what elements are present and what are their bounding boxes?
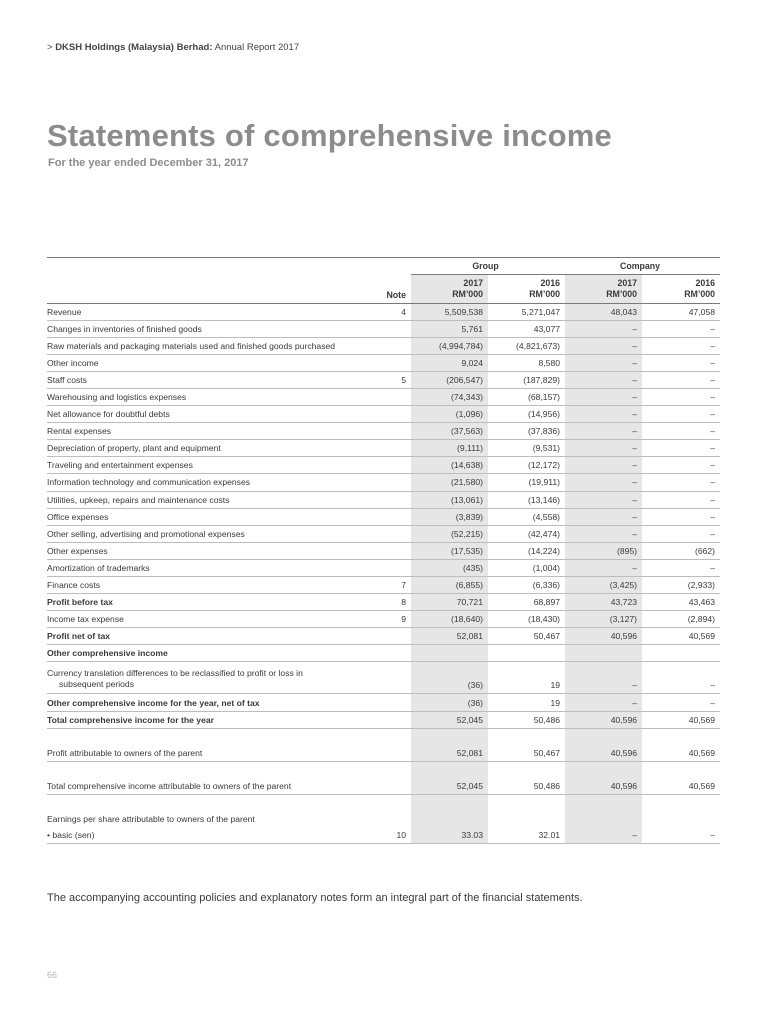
value-g2016: (12,172) bbox=[488, 457, 565, 474]
table-row bbox=[47, 778, 720, 795]
row-label: Utilities, upkeep, repairs and maintenance costs bbox=[47, 491, 360, 508]
value-c2017: (3,425) bbox=[565, 577, 642, 594]
value-c2016: 43,463 bbox=[642, 594, 720, 611]
value-g2017: 52,081 bbox=[411, 745, 488, 762]
value-g2016: (1,004) bbox=[488, 559, 565, 576]
value-g2017: 33.03 bbox=[411, 827, 488, 844]
row-note bbox=[360, 337, 411, 354]
note-header: Note bbox=[360, 275, 411, 304]
value-c2017: (895) bbox=[565, 542, 642, 559]
value-c2016: 40,569 bbox=[642, 628, 720, 645]
value-g2016: (14,224) bbox=[488, 542, 565, 559]
row-label: Rental expenses bbox=[47, 423, 360, 440]
row-note bbox=[360, 440, 411, 457]
value-c2017: – bbox=[565, 406, 642, 423]
row-label: Warehousing and logistics expenses bbox=[47, 388, 360, 405]
row-note bbox=[360, 354, 411, 371]
row-note: 7 bbox=[360, 577, 411, 594]
row-label: Other income bbox=[47, 354, 360, 371]
row-label: Profit before tax bbox=[47, 594, 360, 611]
value-g2017: (36) bbox=[411, 694, 488, 711]
value-c2016: – bbox=[642, 388, 720, 405]
value-g2016: 50,486 bbox=[488, 778, 565, 795]
row-label: Other expenses bbox=[47, 542, 360, 559]
row-note bbox=[360, 525, 411, 542]
row-note bbox=[360, 645, 411, 662]
value-g2017: 9,024 bbox=[411, 354, 488, 371]
value-g2017: (17,535) bbox=[411, 542, 488, 559]
running-header bbox=[47, 42, 299, 53]
value-c2016: – bbox=[642, 371, 720, 388]
value-g2016: 50,467 bbox=[488, 628, 565, 645]
value-c2017: – bbox=[565, 491, 642, 508]
col-header-group-2016: 2016 RM’000 bbox=[488, 275, 565, 304]
table-row bbox=[47, 406, 720, 423]
row-label: Profit attributable to owners of the parent bbox=[47, 745, 360, 762]
row-note bbox=[360, 811, 411, 827]
value-c2016: (662) bbox=[642, 542, 720, 559]
row-note bbox=[360, 778, 411, 795]
value-c2017 bbox=[565, 811, 642, 827]
table-row bbox=[47, 811, 720, 827]
page-number: 66 bbox=[47, 970, 58, 980]
value-g2016: 19 bbox=[488, 694, 565, 711]
table-row bbox=[47, 711, 720, 728]
value-g2017: (13,061) bbox=[411, 491, 488, 508]
value-c2016: – bbox=[642, 440, 720, 457]
value-c2016: – bbox=[642, 337, 720, 354]
value-g2016: (13,146) bbox=[488, 491, 565, 508]
value-c2016: 47,058 bbox=[642, 303, 720, 320]
value-g2016: (19,911) bbox=[488, 474, 565, 491]
value-c2017: – bbox=[565, 694, 642, 711]
value-c2016: – bbox=[642, 827, 720, 844]
table-row bbox=[47, 542, 720, 559]
header-company: DKSH Holdings (Malaysia) Berhad: bbox=[55, 42, 213, 53]
row-note bbox=[360, 662, 411, 694]
value-c2017 bbox=[565, 645, 642, 662]
value-g2017: (36) bbox=[411, 662, 488, 694]
row-note: 10 bbox=[360, 827, 411, 844]
value-c2016: – bbox=[642, 457, 720, 474]
value-c2016: – bbox=[642, 491, 720, 508]
row-label: Earnings per share attributable to owners of the parent bbox=[47, 814, 255, 825]
row-note: 4 bbox=[360, 303, 411, 320]
value-g2016: 50,486 bbox=[488, 711, 565, 728]
table-row bbox=[47, 694, 720, 711]
value-g2017: (3,839) bbox=[411, 508, 488, 525]
row-label: Revenue bbox=[47, 303, 360, 320]
value-g2016: 5,271,047 bbox=[488, 303, 565, 320]
value-g2017: 5,761 bbox=[411, 320, 488, 337]
table-row bbox=[47, 577, 720, 594]
value-c2017: – bbox=[565, 474, 642, 491]
value-c2017: – bbox=[565, 320, 642, 337]
value-g2016: 43,077 bbox=[488, 320, 565, 337]
value-c2016: – bbox=[642, 508, 720, 525]
table-row bbox=[47, 491, 720, 508]
row-note bbox=[360, 745, 411, 762]
row-note: 9 bbox=[360, 611, 411, 628]
row-label: • basic (sen) bbox=[47, 827, 360, 844]
value-g2017: 52,045 bbox=[411, 778, 488, 795]
row-note bbox=[360, 694, 411, 711]
value-g2017: 70,721 bbox=[411, 594, 488, 611]
value-g2016: 32.01 bbox=[488, 827, 565, 844]
table-row bbox=[47, 388, 720, 405]
value-c2017: – bbox=[565, 354, 642, 371]
value-c2016: 40,569 bbox=[642, 745, 720, 762]
row-note bbox=[360, 457, 411, 474]
header-prefix: > bbox=[47, 42, 56, 53]
table-row bbox=[47, 371, 720, 388]
value-g2016: 50,467 bbox=[488, 745, 565, 762]
value-c2017: – bbox=[565, 388, 642, 405]
table-row bbox=[47, 662, 720, 694]
table-row bbox=[47, 508, 720, 525]
value-c2016: – bbox=[642, 423, 720, 440]
value-c2017: – bbox=[565, 423, 642, 440]
value-g2017: (435) bbox=[411, 559, 488, 576]
value-g2017: (206,547) bbox=[411, 371, 488, 388]
value-c2017: – bbox=[565, 662, 642, 694]
value-c2017: 48,043 bbox=[565, 303, 642, 320]
value-c2016: 40,569 bbox=[642, 711, 720, 728]
row-label: Changes in inventories of finished goods bbox=[47, 320, 360, 337]
column-header-row bbox=[47, 275, 720, 304]
value-g2017 bbox=[411, 811, 488, 827]
table-row bbox=[47, 645, 720, 662]
row-note bbox=[360, 406, 411, 423]
value-c2016: (2,894) bbox=[642, 611, 720, 628]
value-c2016: – bbox=[642, 406, 720, 423]
value-g2016: (14,956) bbox=[488, 406, 565, 423]
value-g2017: (6,855) bbox=[411, 577, 488, 594]
value-g2017: 52,045 bbox=[411, 711, 488, 728]
value-g2017 bbox=[411, 645, 488, 662]
value-g2017: (18,640) bbox=[411, 611, 488, 628]
group-header-row bbox=[47, 258, 720, 275]
value-g2017: (21,580) bbox=[411, 474, 488, 491]
table-row bbox=[47, 440, 720, 457]
header-report: Annual Report 2017 bbox=[212, 42, 300, 53]
page-title: Statements of comprehensive income bbox=[47, 118, 612, 153]
value-g2017: 52,081 bbox=[411, 628, 488, 645]
value-c2017: – bbox=[565, 525, 642, 542]
value-c2016: – bbox=[642, 474, 720, 491]
value-g2016: (18,430) bbox=[488, 611, 565, 628]
row-label: Total comprehensive income attributable to owners of the parent bbox=[47, 778, 360, 795]
value-c2017: 40,596 bbox=[565, 745, 642, 762]
col-header-group-2017: 2017 RM’000 bbox=[411, 275, 488, 304]
value-c2017: – bbox=[565, 457, 642, 474]
row-label: Amortization of trademarks bbox=[47, 559, 360, 576]
value-c2016 bbox=[642, 645, 720, 662]
row-label: Other comprehensive income for the year, net of tax bbox=[47, 694, 360, 711]
table-row bbox=[47, 354, 720, 371]
row-note bbox=[360, 508, 411, 525]
value-g2016: (187,829) bbox=[488, 371, 565, 388]
row-label: Information technology and communication expenses bbox=[47, 474, 360, 491]
value-g2017: (52,215) bbox=[411, 525, 488, 542]
row-label: Finance costs bbox=[47, 577, 360, 594]
col-header-company-2016: 2016 RM’000 bbox=[642, 275, 720, 304]
row-label: Income tax expense bbox=[47, 611, 360, 628]
table-row bbox=[47, 745, 720, 762]
col-header-company-2017: 2017 RM’000 bbox=[565, 275, 642, 304]
spacer-row bbox=[47, 728, 720, 745]
row-note bbox=[360, 491, 411, 508]
row-note bbox=[360, 711, 411, 728]
row-label: Total comprehensive income for the year bbox=[47, 711, 360, 728]
value-c2017: 40,596 bbox=[565, 711, 642, 728]
row-label: Raw materials and packaging materials used and finished goods purchased bbox=[47, 337, 360, 354]
table-row bbox=[47, 611, 720, 628]
row-note bbox=[360, 559, 411, 576]
row-label: Currency translation differences to be reclassified to profit or loss in subsequent periods bbox=[47, 662, 360, 694]
value-g2016: (9,531) bbox=[488, 440, 565, 457]
value-g2016: 68,897 bbox=[488, 594, 565, 611]
value-c2016: – bbox=[642, 662, 720, 694]
row-label: Other comprehensive income bbox=[47, 645, 360, 662]
value-c2017: 43,723 bbox=[565, 594, 642, 611]
table-row bbox=[47, 320, 720, 337]
value-c2017: (3,127) bbox=[565, 611, 642, 628]
row-label: Traveling and entertainment expenses bbox=[47, 457, 360, 474]
value-c2017: 40,596 bbox=[565, 628, 642, 645]
value-c2016: – bbox=[642, 320, 720, 337]
footnote: The accompanying accounting policies and explanatory notes form an integral part of the financial statements. bbox=[47, 892, 583, 904]
row-note bbox=[360, 423, 411, 440]
table-row bbox=[47, 628, 720, 645]
value-c2017: 40,596 bbox=[565, 778, 642, 795]
value-g2016: (4,821,673) bbox=[488, 337, 565, 354]
value-g2017: (37,563) bbox=[411, 423, 488, 440]
row-label: Depreciation of property, plant and equipment bbox=[47, 440, 360, 457]
row-note bbox=[360, 320, 411, 337]
value-c2017: – bbox=[565, 508, 642, 525]
page-subtitle: For the year ended December 31, 2017 bbox=[48, 157, 249, 169]
value-c2016: – bbox=[642, 559, 720, 576]
value-g2017: (14,638) bbox=[411, 457, 488, 474]
row-label: Staff costs bbox=[47, 371, 360, 388]
value-c2017: – bbox=[565, 337, 642, 354]
value-g2016: (37,836) bbox=[488, 423, 565, 440]
value-g2016 bbox=[488, 811, 565, 827]
table-row bbox=[47, 337, 720, 354]
table-row bbox=[47, 594, 720, 611]
value-c2017: – bbox=[565, 559, 642, 576]
table-row bbox=[47, 525, 720, 542]
value-c2016: (2,933) bbox=[642, 577, 720, 594]
value-g2017: (9,111) bbox=[411, 440, 488, 457]
value-g2016 bbox=[488, 645, 565, 662]
value-g2017: (4,994,784) bbox=[411, 337, 488, 354]
row-note bbox=[360, 542, 411, 559]
value-g2017: (74,343) bbox=[411, 388, 488, 405]
table-row bbox=[47, 827, 720, 844]
row-note bbox=[360, 628, 411, 645]
row-label: Other selling, advertising and promotional expenses bbox=[47, 525, 360, 542]
table-row bbox=[47, 474, 720, 491]
company-label: Company bbox=[565, 258, 720, 275]
value-c2017: – bbox=[565, 440, 642, 457]
value-g2016: (68,157) bbox=[488, 388, 565, 405]
spacer-row bbox=[47, 795, 720, 812]
value-g2016: (42,474) bbox=[488, 525, 565, 542]
value-c2016: – bbox=[642, 525, 720, 542]
income-statement-table bbox=[47, 257, 720, 844]
row-label: Profit net of tax bbox=[47, 628, 360, 645]
table-row bbox=[47, 457, 720, 474]
value-g2017: (1,096) bbox=[411, 406, 488, 423]
value-c2016: – bbox=[642, 694, 720, 711]
value-g2016: (4,558) bbox=[488, 508, 565, 525]
value-c2016 bbox=[642, 811, 720, 827]
row-note: 8 bbox=[360, 594, 411, 611]
row-label: Net allowance for doubtful debts bbox=[47, 406, 360, 423]
row-note bbox=[360, 388, 411, 405]
value-c2017: – bbox=[565, 371, 642, 388]
row-note bbox=[360, 474, 411, 491]
table-row bbox=[47, 559, 720, 576]
value-c2016: 40,569 bbox=[642, 778, 720, 795]
table-row bbox=[47, 423, 720, 440]
row-note: 5 bbox=[360, 371, 411, 388]
spacer-row bbox=[47, 761, 720, 778]
value-c2016: – bbox=[642, 354, 720, 371]
group-label: Group bbox=[411, 258, 565, 275]
row-label: Office expenses bbox=[47, 508, 360, 525]
value-g2016: (6,336) bbox=[488, 577, 565, 594]
value-g2017: 5,509,538 bbox=[411, 303, 488, 320]
value-c2017: – bbox=[565, 827, 642, 844]
value-g2016: 19 bbox=[488, 662, 565, 694]
table-row bbox=[47, 303, 720, 320]
value-g2016: 8,580 bbox=[488, 354, 565, 371]
